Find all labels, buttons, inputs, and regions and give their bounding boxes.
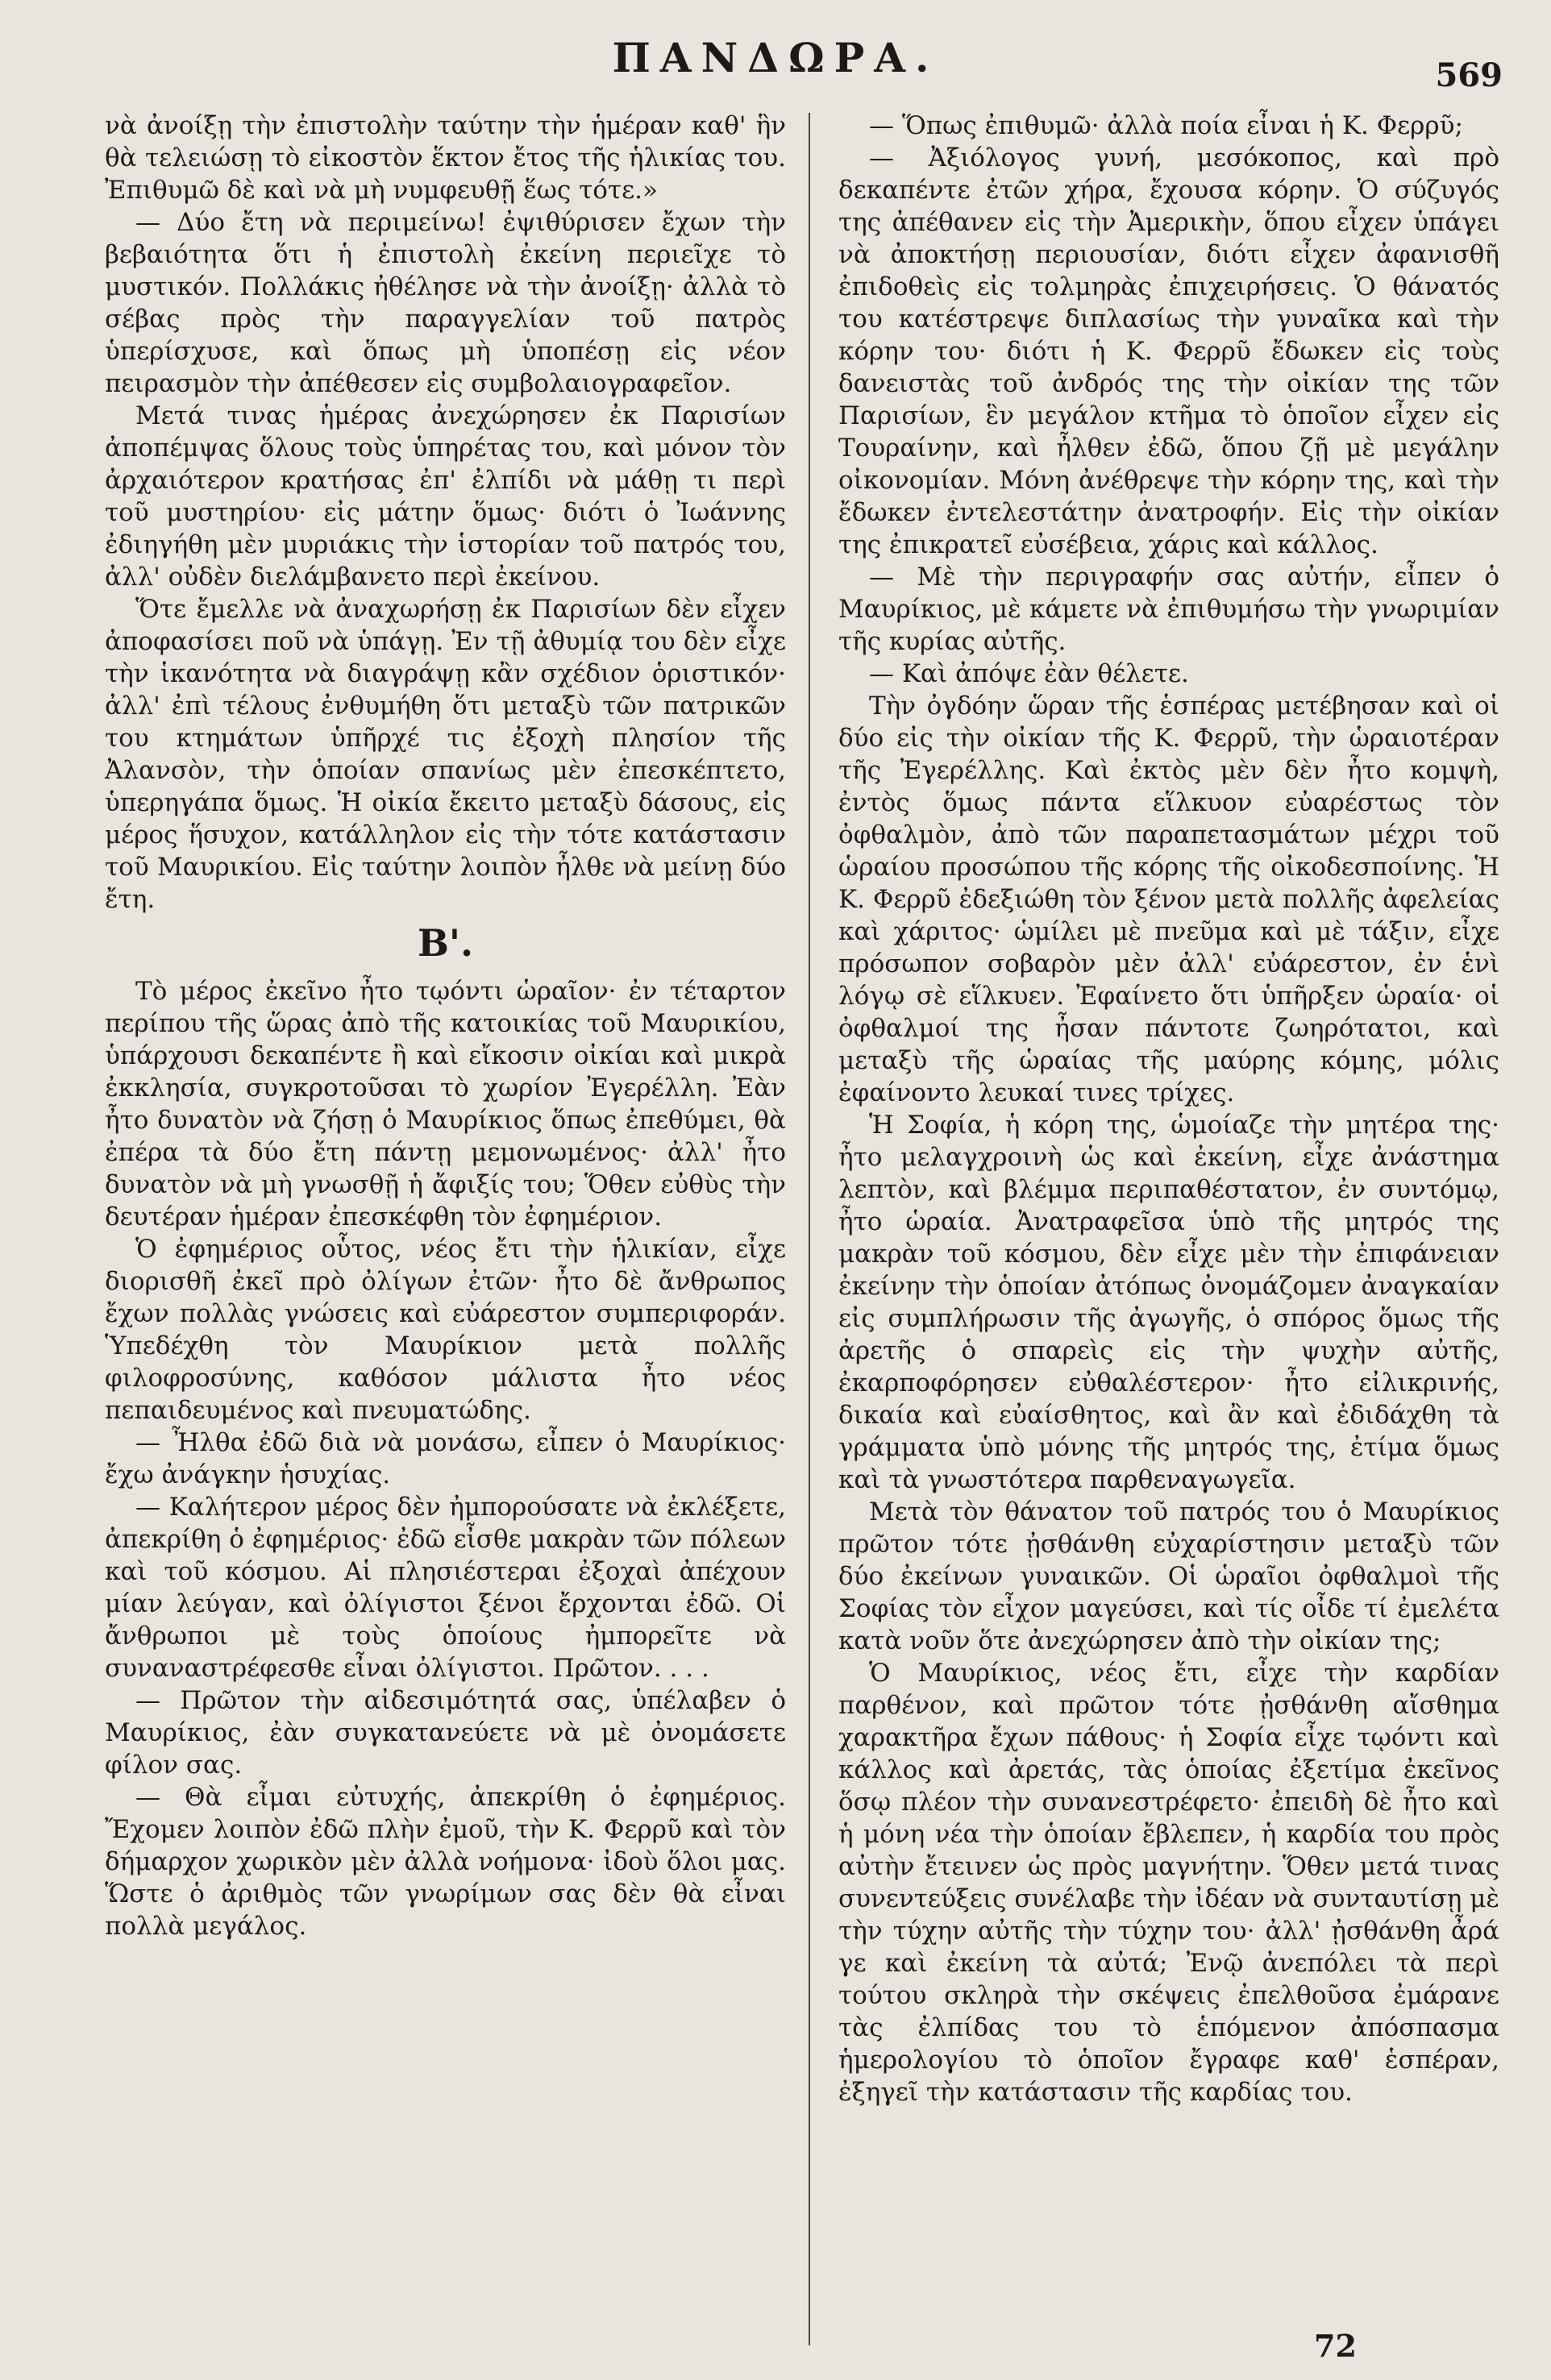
right-paragraph-8: Ὁ Μαυρίκιος, νέος ἔτι, εἶχε τὴν καρδίαν παρθένον, καὶ πρῶτον τότε ᾐσθάνθη αἴσθημα χαρακτῆρα ἔχων πάθους· ἡ Σοφία εἶχε τῳόντι καὶ κάλλος καὶ ἀρετάς, τὰς ὁποίας ἐξετίμα ἐκεῖνος ὅσῳ πλέον τὴν συνανεστρέφετο· ἐπειδὴ δὲ ἦτο καὶ ἡ μόνη νέα τὴν ὁποίαν ἔβλεπεν, ἡ καρδία του πρὸς αὐτὴν ἔτεινεν ὡς πρὸς μαγνήτην. Ὅθεν μετά τινας συνεντεύξεις συνέλαβε τὴν ἰδέαν νὰ συνταυτίσῃ μὲ τὴν τύχην αὐτῆς τὴν τύχην του· ἀλλ' ᾐσθάνθη ἆρά γε καὶ ἐκείνη τὰ αὐτά; Ἐνῷ ἀνεπόλει τὰ περὶ τούτου σκληρὰ τὴν σκέψεις ἐπελθοῦσα ἐμάρανε τὰς ἐλπίδας του τὸ ἑπόμενον ἀπόσπασμα ἡμερολογίου τὸ ὁποῖον ἔγραφε καθ' ἑσπέραν, ἐξηγεῖ τὴν κατάστασιν τῆς καρδίας του. [838,1659,1499,2107]
column-divider [809,113,810,2345]
page-number: 569 [1435,56,1503,94]
left-section-paragraph-1: Τὸ μέρος ἐκεῖνο ἦτο τῳόντι ὡραῖον· ἐν τέταρτον περίπου τῆς ὥρας ἀπὸ τῆς κατοικίας τοῦ Μαυρικίου, ὑπάρχουσι δεκαπέντε ἢ καὶ εἴκοσιν οἰκίαι καὶ μικρὰ ἐκκλησία, συγκροτοῦσαι τὸ χωρίον Ἐγερέλλη. Ἐὰν ἦτο δυνατὸν νὰ ζήσῃ ὁ Μαυρίκιος ὅπως ἐπεθύμει, θὰ ἐπέρα τὰ δύο ἔτη πάντῃ μεμονωμένος· ἀλλ' ἦτο δυνατὸν νὰ μὴ γνωσθῇ ἡ ἄφιξίς του; Ὅθεν εὐθὺς τὴν δευτέραν ἡμέραν ἐπεσκέφθη τὸν ἐφημέριον. [105,977,786,1232]
left-paragraph-1: νὰ ἀνοίξῃ τὴν ἐπιστολὴν ταύτην τὴν ἡμέραν καθ' ἣν θὰ τελειώσῃ τὸ εἰκοστὸν ἕκτον ἔτος τῆς ἡλικίας του. Ἐπιθυμῶ δὲ καὶ νὰ μὴ νυμφευθῇ ἕως τότε.» [105,111,786,205]
signature-mark: 72 [1314,2328,1357,2364]
right-paragraph-5: Τὴν ὀγδόην ὥραν τῆς ἑσπέρας μετέβησαν καὶ οἱ δύο εἰς τὴν οἰκίαν τῆς Κ. Φερρῦ, τὴν ὡραιοτέραν τῆς Ἐγερέλλης. Καὶ ἐκτὸς μὲν δὲν ἦτο κομψὴ, ἐντὸς ὅμως πάντα εἵλκυον εὐαρέστως τὸν ὀφθαλμὸν, ἀπὸ τῶν παραπετασμάτων μέχρι τοῦ ὡραίου προσώπου τῆς κόρης τῆς οἰκοδεσποίνης. Ἡ Κ. Φερρῦ ἐδεξιώθη τὸν ξένον μετὰ πολλῆς ἀφελείας καὶ χάριτος· ὡμίλει μὲ πνεῦμα καὶ μὲ τάξιν, εἶχε πρόσωπον σοβαρὸν μὲν ἀλλ' εὐάρεστον, ἐν ἑνὶ λόγῳ σὲ εἵλκυεν. Ἐφαίνετο ὅτι ὑπῆρξεν ὡραία· οἱ ὀφθαλμοί της ἦσαν πάντοτε ζωηρότατοι, καὶ μεταξὺ τῆς ὡραίας τῆς μαύρης κόμης, μόλις ἐφαίνοντο λευκαί τινες τρίχες. [838,692,1499,1107]
right-paragraph-7: Μετὰ τὸν θάνατον τοῦ πατρός του ὁ Μαυρίκιος πρῶτον τότε ᾐσθάνθη εὐχαρίστησιν μεταξὺ τῶν δύο ἐκείνων γυναικῶν. Οἱ ὡραῖοι ὀφθαλμοὶ τῆς Σοφίας τὸν εἶχον μαγεύσει, καὶ τίς οἶδε τί ἐμελέτα κατὰ νοῦν ὅτε ἀνεχώρησεν ἀπὸ τὴν οἰκίαν της; [838,1497,1499,1655]
left-paragraph-3: Μετά τινας ἡμέρας ἀνεχώρησεν ἐκ Παρισίων ἀποπέμψας ὅλους τοὺς ὑπηρέτας του, καὶ μόνον τὸν ἀρχαιότερον κρατήσας ἐπ' ἐλπίδι νὰ μάθῃ τι περὶ τοῦ μυστηρίου· εἰς μάτην ὅμως· διότι ὁ Ἰωάννης ἐδιηγήθη μὲν μυριάκις τὴν ἱστορίαν τοῦ πατρός του, ἀλλ' οὐδὲν διελάμβανετο περὶ ἐκείνου. [105,401,786,592]
right-paragraph-6: Ἡ Σοφία, ἡ κόρη της, ὡμοίαζε τὴν μητέρα της· ἦτο μελαγχροινὴ ὡς καὶ ἐκείνη, εἶχε ἀνάστημα λεπτὸν, καὶ βλέμμα περιπαθέστατον, ἐν συντόμῳ, ἦτο ὡραία. Ἀνατραφεῖσα ὑπὸ τῆς μητρός της μακρὰν τοῦ κόσμου, δὲν εἶχε μὲν τὴν ἐπιφάνειαν ἐκείνην τὴν ὁποίαν ἀτόπως ὀνομάζομεν ἀναγκαίαν εἰς συμπλήρωσιν τῆς ἀγωγῆς, ὁ σπόρος ὅμως τῆς ἀρετῆς ὁ σπαρεὶς εἰς τὴν ψυχὴν αὐτῆς, ἐκαρποφόρησεν εὐθαλέστερον· ἦτο εἰλικρινής, δικαία καὶ εὐαίσθητος, καὶ ἂν καὶ ἐδιδάχθη τὰ γράμματα ὑπὸ μόνης τῆς μητρός της, ἐτίμα ὅμως καὶ τὰ γνωστότερα παρθεναγωγεῖα. [838,1111,1499,1494]
right-paragraph-2: — Ἀξιόλογος γυνή, μεσόκοπος, καὶ πρὸ δεκαπέντε ἐτῶν χήρα, ἔχουσα κόρην. Ὁ σύζυγός της ἀπέθανεν εἰς τὴν Ἀμερικὴν, ὅπου εἶχεν ὑπάγει νὰ ἀποκτήσῃ περιουσίαν, διότι εἶχεν ἀφανισθῆ ἐπιδοθεὶς εἰς τολμηρὰς ἐπιχειρήσεις. Ὁ θάνατός του κατέστρεψε διπλασίως τὴν γυναῖκα καὶ τὴν κόρην του· διότι ἡ Κ. Φερρῦ ἔδωκεν εἰς τοὺς δανειστὰς τοῦ ἀνδρός της τὴν οἰκίαν της τῶν Παρισίων, ἓν μεγάλον κτῆμα τὸ ὁποῖον εἶχεν εἰς Τουραίνην, καὶ ἦλθεν ἐδῶ, ὅπου ζῇ μὲ μεγάλην οἰκονομίαν. Μόνη ἀνέθρεψε τὴν κόρην της, καὶ τὴν ἔδωκεν ἐντελεστάτην ἀνατροφήν. Εἰς τὴν οἰκίαν της ἐπικρατεῖ εὐσέβεια, χάρις καὶ κάλλος. [838,143,1499,559]
left-section-paragraph-5: — Πρῶτον τὴν αἰδεσιμότητά σας, ὑπέλαβεν ὁ Μαυρίκιος, ἐὰν συγκατανεύετε νὰ μὲ ὀνομάσετε φίλον σας. [105,1686,786,1780]
page-title: ΠΑΝΔΩΡΑ. [612,34,939,81]
left-section-paragraph-6: — Θὰ εἶμαι εὐτυχής, ἀπεκρίθη ὁ ἐφημέριος. Ἔχομεν λοιπὸν ἐδῶ πλὴν ἐμοῦ, τὴν Κ. Φερρῦ καὶ τὸν δήμαρχον χωρικὸν μὲν ἀλλὰ νοήμονα· ἰδοὺ ὅλοι μας. Ὥστε ὁ ἀριθμὸς τῶν γνωρίμων σας δὲν θὰ εἶναι πολλὰ μεγάλος. [105,1783,786,1941]
left-paragraph-2: — Δύο ἔτη νὰ περιμείνω! ἐψιθύρισεν ἔχων τὴν βεβαιότητα ὅτι ἡ ἐπιστολὴ ἐκείνη περιεῖχε τὸ μυστικόν. Πολλάκις ἠθέλησε νὰ τὴν ἀνοίξῃ· ἀλλὰ τὸ σέβας πρὸς τὴν παραγγελίαν τοῦ πατρὸς ὑπερίσχυσε, καὶ ὅπως μὴ ὑποπέσῃ εἰς νέον πειρασμὸν τὴν ἀπέθεσεν εἰς συμβολαιογραφεῖον. [105,208,786,398]
right-paragraph-4: — Καὶ ἀπόψε ἐὰν θέλετε. [869,659,1189,688]
left-paragraph-4: Ὅτε ἔμελλε νὰ ἀναχωρήσῃ ἐκ Παρισίων δὲν εἶχεν ἀποφασίσει ποῦ νὰ ὑπάγῃ. Ἐν τῇ ἀθυμίᾳ του δὲν εἶχε τὴν ἱκανότητα νὰ διαγράψῃ κἂν σχέδιον ὁριστικόν· ἀλλ' ἐπὶ τέλους ἐνθυμήθη ὅτι μεταξὺ τῶν πατρικῶν του κτημάτων ὑπῆρχέ τις ἐξοχὴ πλησίον τῆς Ἀλανσὸν, τὴν ὁποίαν σπανίως μὲν ἐπεσκέπτετο, ὑπερηγάπα ὅμως. Ἡ οἰκία ἔκειτο μεταξὺ δάσους, εἰς μέρος ἥσυχον, κατάλληλον εἰς τὴν τότε κατάστασιν τοῦ Μαυρικίου. Εἰς ταύτην λοιπὸν ἦλθε νὰ μείνῃ δύο ἔτη. [105,595,786,914]
left-column [105,110,786,1942]
left-section-paragraph-3: — Ἦλθα ἐδῶ διὰ νὰ μονάσω, εἶπεν ὁ Μαυρίκιος· ἔχω ἀνάγκην ἡσυχίας. [105,1428,786,1489]
right-paragraph-1: — Ὅπως ἐπιθυμῶ· ἀλλὰ ποία εἶναι ἡ Κ. Φερρῦ; [869,111,1463,140]
right-paragraph-3: — Μὲ τὴν περιγραφήν σας αὐτήν, εἶπεν ὁ Μαυρίκιος, μὲ κάμετε νὰ ἐπιθυμήσω τὴν γνωριμίαν τῆς κυρίας αὐτῆς. [838,563,1499,656]
left-section-paragraph-2: Ὁ ἐφημέριος οὗτος, νέος ἔτι τὴν ἡλικίαν, εἶχε διορισθῆ ἐκεῖ πρὸ ὀλίγων ἐτῶν· ἦτο δὲ ἄνθρωπος ἔχων πολλὰς γνώσεις καὶ εὐάρεστον συμπεριφοράν. Ὑπεδέχθη τὸν Μαυρίκιον μετὰ πολλῆς φιλοφροσύνης, καθόσον μάλιστα ἦτο νέος πεπαιδευμένος καὶ πνευματώδης. [105,1235,786,1425]
section-heading: Β'. [418,921,473,965]
right-column [838,110,1499,2108]
left-section-paragraph-4: — Καλήτερον μέρος δὲν ἠμπορούσατε νὰ ἐκλέξετε, ἀπεκρίθη ὁ ἐφημέριος· ἐδῶ εἶσθε μακρὰν τῶν πόλεων καὶ τοῦ κόσμου. Αἱ πλησιέστεραι ἐξοχαὶ ἀπέχουν μίαν λεύγαν, καὶ ὀλίγιστοι ξένοι ἔρχονται ἐδῶ. Οἱ ἄνθρωποι μὲ τοὺς ὁποίους ἠμπορεῖτε νὰ συναναστρέφεσθε εἶναι ὀλίγιστοι. Πρῶτον. . . . [105,1493,786,1683]
